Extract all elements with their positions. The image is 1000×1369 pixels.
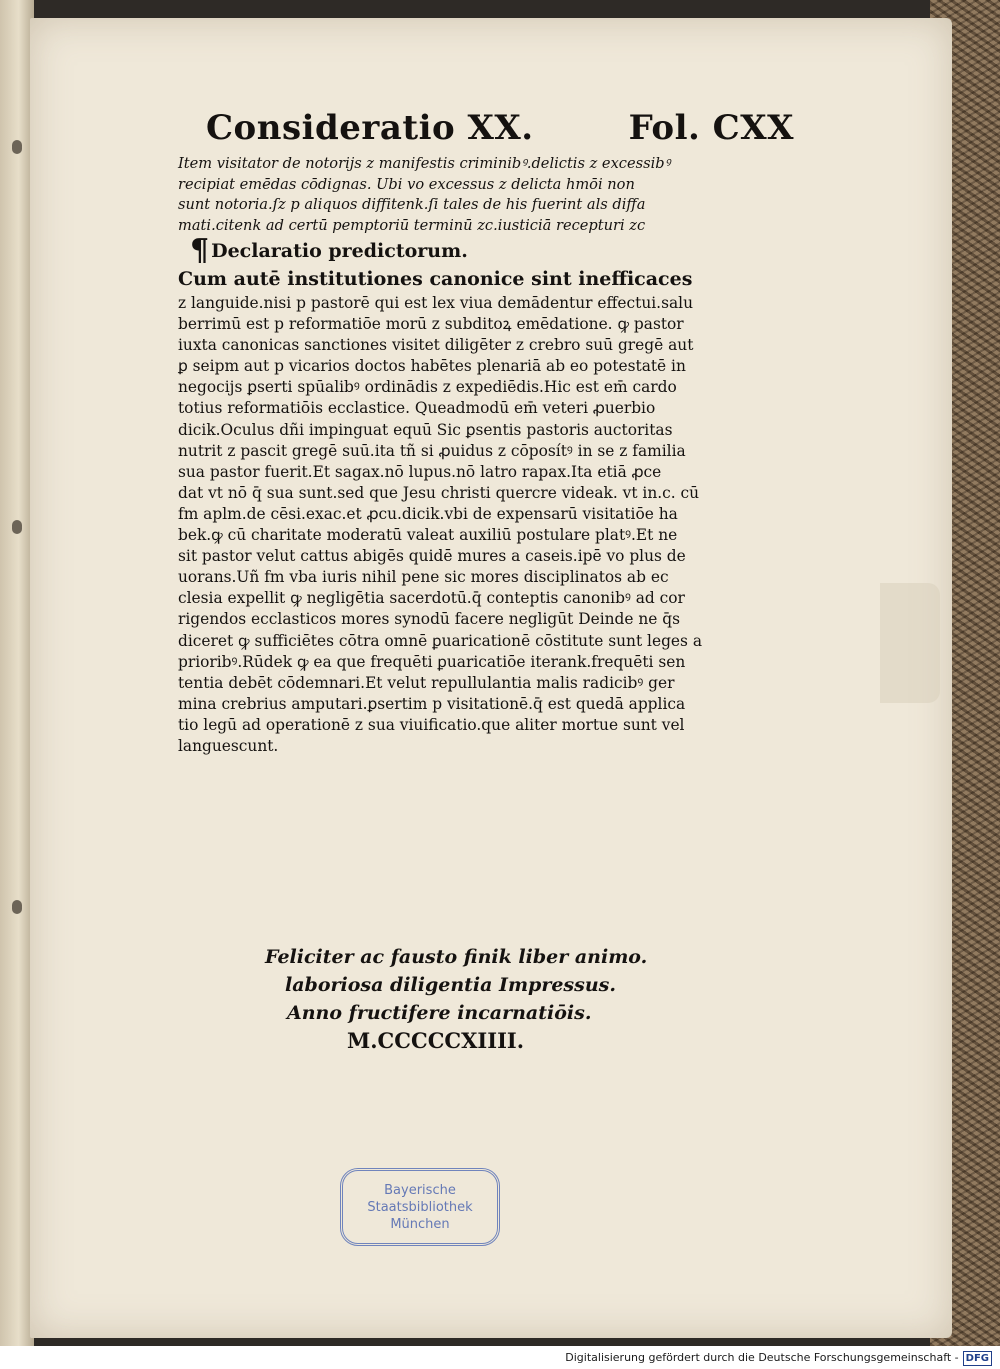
text-line: mati.citenk ad certū pemptoriū terminū zc.iusticiā recepturi zc — [178, 216, 646, 234]
section-heading — [190, 233, 798, 268]
text-line: bek.ꝙ cū charitate moderatū valeat auxiliū postulare platꝰ.Et ne — [178, 526, 678, 545]
colophon — [265, 943, 745, 1055]
credit-text: Digitalisierung gefördert durch die Deutsche Forschungsgemeinschaft - — [565, 1351, 959, 1364]
stamp-line: München — [390, 1217, 450, 1232]
folio-number: Fol. CXX — [628, 108, 794, 148]
text-line: uorans.Uñ fm vba iuris nihil pene sic mores disciplinatos ab ec — [178, 568, 669, 587]
text-block — [178, 108, 798, 757]
text-line: dicik.Oculus dñi impinguat equū Sic ꝑsentis pastoris auctoritas — [178, 420, 673, 439]
body-paragraph — [178, 266, 798, 757]
text-line: z languide.nisi p pastorē qui est lex viua demādentur effectui.salu — [178, 294, 693, 312]
dfg-logo: DFG — [963, 1351, 992, 1366]
sewing-hole — [12, 900, 22, 914]
text-line: sua pastor fuerit.Et sagax.nō lupus.nō latro rapax.Ita etiā ꝓce — [178, 462, 662, 481]
text-line: tio legū ad operationē z sua viuificatio.que aliter mortue sunt vel — [178, 715, 685, 734]
text-line: Cum autē institutiones canonice sint inefficaces — [178, 268, 693, 290]
text-line: sunt notoria.ſz p aliquos diffitenk.ſi tales de his fuerint als diffa — [178, 196, 646, 213]
text-line: prioribꝰ.Rūdek ꝙ ea que frequēti ꝑuaricatiōe iterank.frequēti sen — [178, 652, 686, 671]
text-line: dat vt nō q̄ sua sunt.sed que Jesu christi quercre videak. vt in.c. cū — [178, 483, 700, 502]
intro-paragraph — [178, 154, 798, 236]
text-line: diceret ꝙ sufficiētes cōtra omnē ꝑuaricationē cōstitute sunt leges a — [178, 631, 703, 650]
text-line: tentia debēt cōdemnari.Et velut repullulantia malis radicibꝰ ger — [178, 673, 675, 692]
running-head — [178, 108, 798, 148]
library-stamp — [340, 1168, 500, 1246]
stamp-line: Bayerische — [384, 1183, 456, 1198]
digitization-credit — [0, 1346, 1000, 1369]
sewing-hole — [12, 140, 22, 154]
text-line: fm aplm.de cēsi.exac.et ꝓcu.dicik.vbi de expensarū visitatiōe ha — [178, 504, 678, 523]
text-line: berrimū est p reformatiōe morū z subditoꝝ emēdatione. ꝙ pastor — [178, 315, 684, 334]
colophon-line: Anno fructifere incarnatiōis. — [287, 1002, 592, 1024]
text-line: ꝑ seipm aut p vicarios doctos habētes plenariā ab eo potestatē in — [178, 357, 686, 376]
text-line: languescunt. — [178, 736, 279, 755]
text-line: totius reformatiōis ecclastice. Queadmodū em̄ veteri ꝓuerbio — [178, 399, 656, 418]
paragraph-mark: ¶ — [190, 233, 210, 268]
running-head-title: Consideratio XX. — [206, 108, 534, 148]
text-line: rigendos ecclasticos mores synodū facere negligūt Deinde ne q̄s — [178, 610, 681, 629]
page-tab-shadow — [880, 583, 940, 703]
text-line: clesia expellit ꝙ negligētia sacerdotū.q̄ conteptis canonibꝰ ad cor — [178, 589, 685, 608]
colophon-date: M.CCCCCXIIII. — [347, 1028, 525, 1053]
colophon-line: Feliciter ac fausto finik liber animo. — [265, 946, 648, 968]
text-line: iuxta canonicas sanctiones visitet diligēter z crebro suū gregē aut — [178, 336, 694, 355]
printed-page — [30, 18, 952, 1338]
text-line: sit pastor velut cattus abigēs quidē mures a caseis.ipē vo plus de — [178, 547, 686, 566]
text-line: mina crebrius amputari.ꝑsertim p visitationē.q̄ est quedā applica — [178, 694, 686, 713]
colophon-line: laboriosa diligentia Impressus. — [285, 974, 616, 996]
text-line: negocijs ꝑserti spūalibꝰ ordinādis z expediēdis.Hic est em̄ cardo — [178, 378, 677, 397]
stamp-line: Staatsbibliothek — [367, 1200, 473, 1215]
text-line: recipiat emēdas cōdignas. Ubi vo excessus z delicta hmōi non — [178, 175, 635, 193]
text-line: nutrit z pascit gregē suū.ita tñ si ꝓuidus z cōposítꝰ in se z familia — [178, 441, 686, 460]
section-heading-text: Declaratio predictorum. — [211, 240, 468, 262]
facing-page-edge — [0, 0, 34, 1346]
text-line: Item visitator de notorijs z manifestis criminibꝰ.delictis z excessibꝰ — [178, 155, 671, 172]
sewing-hole — [12, 520, 22, 534]
